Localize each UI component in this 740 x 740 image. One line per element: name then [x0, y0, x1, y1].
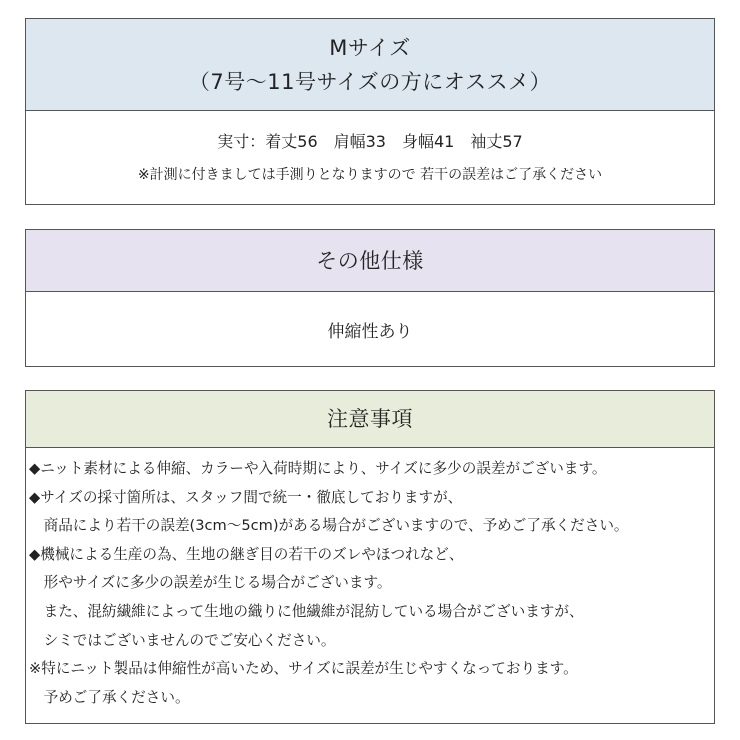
other-spec-box — [25, 229, 715, 367]
caution-line: 形やサイズに多少の誤差が生じる場合がございます。 — [29, 574, 392, 592]
caution-line: シミではございませんのでご安心ください。 — [29, 631, 336, 649]
other-spec-header — [26, 230, 714, 292]
caution-line: 予めご了承ください。 — [29, 688, 190, 706]
stretch-spec-text: 伸縮性あり — [327, 321, 413, 342]
size-info-header — [26, 19, 714, 111]
caution-box — [25, 390, 715, 724]
size-title: Mサイズ — [329, 35, 411, 60]
caution-line: ◆サイズの採寸箇所は、スタッフ間で統一・徹底しておりますが、 — [29, 488, 463, 506]
caution-line: また、混紡繊維によって生地の織りに他繊維が混紡している場合がございますが、 — [29, 602, 584, 620]
caution-header — [26, 391, 714, 448]
other-spec-body — [26, 292, 714, 366]
measurements-text: 実寸：着丈56 肩幅33 身幅41 袖丈57 — [217, 131, 523, 151]
size-info-box — [25, 18, 715, 205]
caution-body — [26, 448, 714, 712]
caution-line: ◆機械による生産の為、生地の継ぎ目の若干のズレやほつれなど、 — [29, 545, 464, 563]
caution-line: ◆ニット素材による伸縮、カラーや入荷時期により、サイズに多少の誤差がございます。 — [29, 460, 607, 477]
size-recommendation: （7号〜11号サイズの方にオススメ） — [188, 69, 552, 94]
caution-line: ※特にニット製品は伸縮性が高いため、サイズに誤差が生じやすくなっております。 — [29, 660, 578, 678]
caution-title: 注意事項 — [327, 407, 413, 431]
measurement-note: ※計測に付きましては手測りとなりますので 若干の誤差はご了承ください — [137, 166, 603, 183]
size-info-body — [26, 111, 714, 204]
other-spec-title: その他仕様 — [316, 248, 424, 273]
caution-line: 商品により若干の誤差(3cm〜5cm)がある場合がございますので、予めご了承ください。 — [29, 517, 629, 535]
